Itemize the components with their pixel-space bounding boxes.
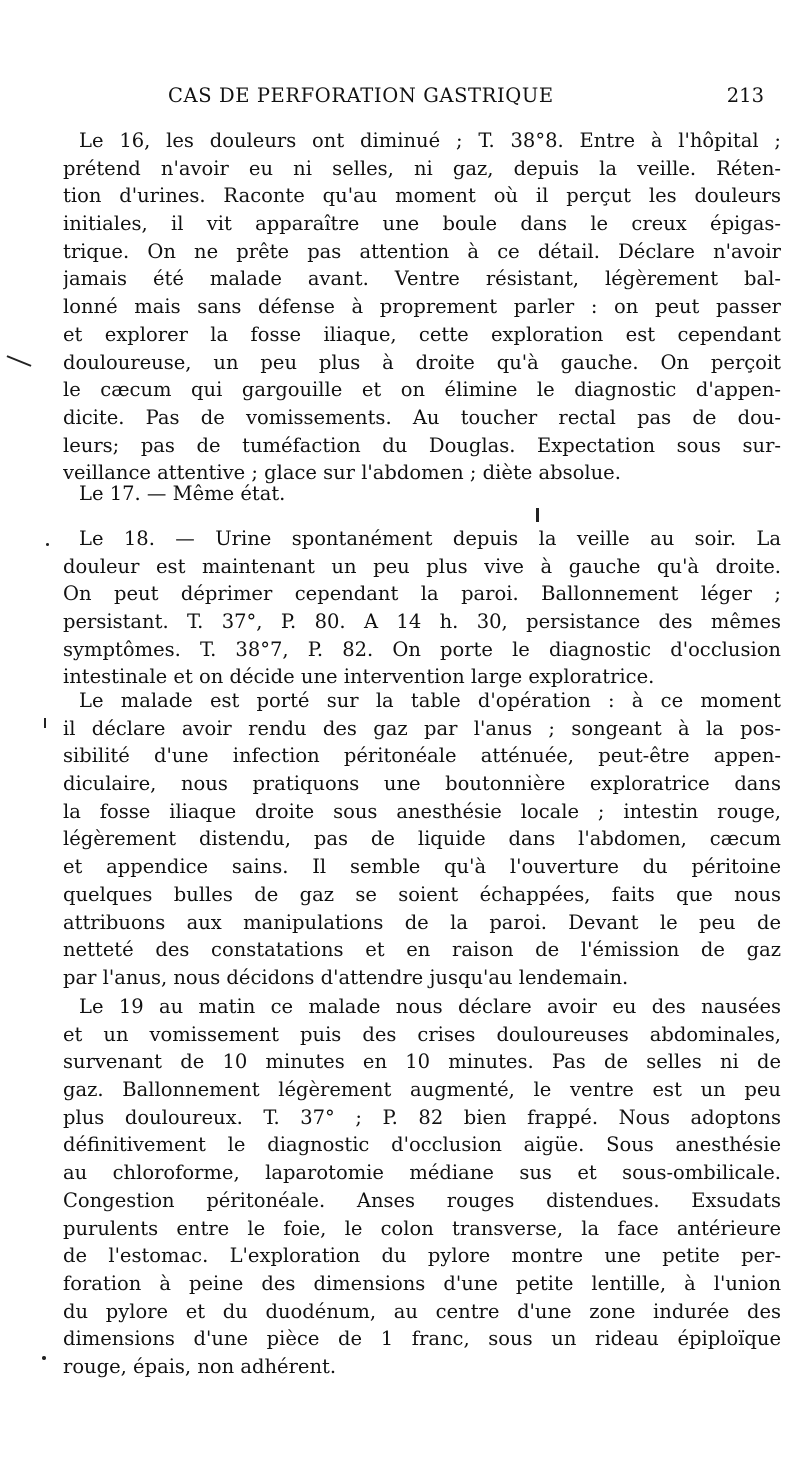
paragraph-le-16 [63, 127, 781, 487]
text-line: quelques bulles de gaz se soient échappées, faits que nous [63, 882, 781, 906]
paragraph-le-19 [63, 993, 781, 1381]
text-line: dicite. Pas de vomissements. Au toucher rectal pas de dou- [63, 405, 781, 429]
text-line: trique. On ne prête pas attention à ce détail. Déclare n'avoir [63, 239, 781, 263]
text-line: jamais été malade avant. Ventre résistant, légèrement bal- [63, 267, 781, 291]
text-line: du pylore et du duodénum, au centre d'une zone indurée des [63, 1299, 781, 1323]
text-line: intestinale et on décide une intervention large exploratrice. [63, 665, 655, 689]
text-line: netteté des constatations et en raison de l'émission de gaz [63, 938, 781, 962]
paragraph-le-17 [63, 480, 781, 508]
text-line: prétend n'avoir eu ni selles, ni gaz, depuis la veille. Réten- [63, 156, 781, 180]
text-line: plus douloureux. T. 37° ; P. 82 bien frappé. Nous adoptons [63, 1105, 781, 1129]
scan-dot [46, 543, 49, 546]
running-header [168, 84, 764, 114]
text-line: et un vomissement puis des crises douloureuses abdominales, [63, 1022, 781, 1046]
text-line: purulents entre le foie, le colon transverse, la face antérieure [63, 1216, 781, 1240]
text-line: tion d'urines. Raconte qu'au moment où il perçut les douleurs [63, 184, 781, 208]
paragraph-le-18 [63, 525, 781, 691]
text-line: foration à peine des dimensions d'une petite lentille, à l'union [63, 1271, 781, 1295]
text-line: attribuons aux manipulations de la paroi. Devant le peu de [63, 910, 781, 934]
text-line: sibilité d'une infection péritonéale atténuée, peut-être appen- [63, 744, 781, 768]
text-line: de l'estomac. L'exploration du pylore montre une petite per- [63, 1244, 781, 1268]
text-line: par l'anus, nous décidons d'attendre jusqu'au lendemain. [63, 965, 629, 989]
text-line: gaz. Ballonnement légèrement augmenté, le ventre est un peu [63, 1078, 781, 1102]
text-line: douloureuse, un peu plus à droite qu'à gauche. On perçoit [63, 350, 781, 374]
text-line: il déclare avoir rendu des gaz par l'anus ; songeant à la pos- [63, 716, 781, 740]
text-line: lonné mais sans défense à proprement parler : on peut passer [63, 295, 781, 319]
text-line: Le malade est porté sur la table d'opération : à ce moment [79, 689, 781, 712]
text-line: symptômes. T. 38°7, P. 82. On porte le diagnostic d'occlusion [63, 637, 781, 661]
text-line: survenant de 10 minutes en 10 minutes. Pas de selles ni de [63, 1050, 781, 1074]
scan-mark [536, 508, 539, 522]
paragraph-operation [63, 687, 781, 992]
text-line: rouge, épais, non adhérent. [63, 1354, 337, 1378]
page-number: 213 [726, 84, 764, 107]
text-line: diculaire, nous pratiquons une boutonnière exploratrice dans [63, 772, 781, 796]
text-line: Le 19 au matin ce malade nous déclare avoir eu des nausées [79, 995, 781, 1018]
text-line: On peut déprimer cependant la paroi. Ballonnement léger ; [63, 582, 781, 606]
text-line: légèrement distendu, pas de liquide dans l'abdomen, cæcum [63, 827, 781, 851]
text-line: Le 17. — Même état. [79, 482, 286, 505]
scan-mark [44, 718, 46, 728]
text-line: initiales, il vit apparaître une boule dans le creux épigas- [63, 212, 781, 236]
text-line: douleur est maintenant un peu plus vive à gauche qu'à droite. [63, 554, 781, 578]
running-title: CAS DE PERFORATION GASTRIQUE [168, 84, 554, 107]
text-line: le cæcum qui gargouille et on élimine le diagnostic d'appen- [63, 378, 781, 402]
text-line: dimensions d'une pièce de 1 franc, sous un rideau épiploïque [63, 1327, 781, 1351]
text-line: persistant. T. 37°, P. 80. A 14 h. 30, persistance des mêmes [63, 610, 781, 634]
text-line: Le 18. — Urine spontanément depuis la veille au soir. La [79, 527, 781, 550]
text-line: Le 16, les douleurs ont diminué ; T. 38°8. Entre à l'hôpital ; [79, 129, 781, 152]
text-line: leurs; pas de tuméfaction du Douglas. Expectation sous sur- [63, 433, 781, 457]
text-line: définitivement le diagnostic d'occlusion aigüe. Sous anesthésie [63, 1133, 781, 1157]
text-line: Congestion péritonéale. Anses rouges distendues. Exsudats [63, 1188, 781, 1212]
text-line: et explorer la fosse iliaque, cette exploration est cependant [63, 322, 781, 346]
margin-stroke-mark [7, 355, 32, 367]
scan-dot [42, 1356, 46, 1360]
text-line: et appendice sains. Il semble qu'à l'ouverture du péritoine [63, 855, 781, 879]
text-line: au chloroforme, laparotomie médiane sus et sous-ombilicale. [63, 1161, 781, 1185]
text-line: veillance attentive ; glace sur l'abdomen ; diète absolue. [63, 461, 621, 485]
text-line: la fosse iliaque droite sous anesthésie locale ; intestin rouge, [63, 799, 781, 823]
